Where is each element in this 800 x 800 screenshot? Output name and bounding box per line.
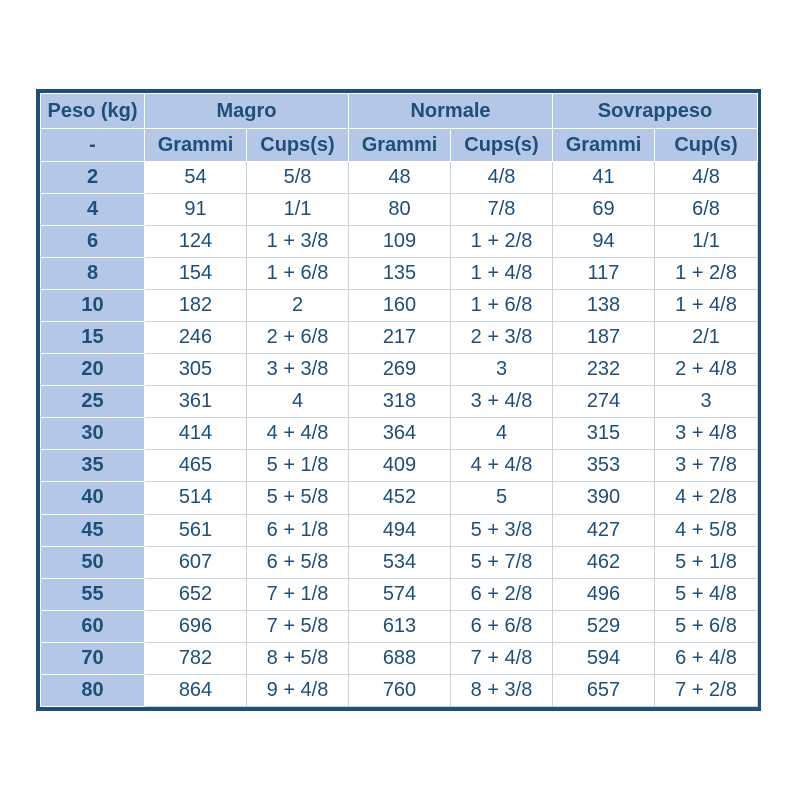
table-cell: 318 (349, 386, 451, 418)
table-row (41, 322, 758, 354)
table-cell: 6/8 (655, 194, 758, 226)
table-row (41, 642, 758, 674)
table-row (41, 578, 758, 610)
table-cell: 6 + 2/8 (451, 578, 553, 610)
weight-cell: 45 (41, 514, 145, 546)
table-cell: 41 (553, 162, 655, 194)
table-cell: 1 + 3/8 (247, 226, 349, 258)
table-cell: 124 (145, 226, 247, 258)
column-header: Grammi (145, 129, 247, 162)
weight-dash: - (41, 129, 145, 162)
table-cell: 696 (145, 610, 247, 642)
weight-cell: 70 (41, 642, 145, 674)
table-row (41, 354, 758, 386)
feeding-table-frame (36, 89, 761, 711)
table-cell: 3 + 7/8 (655, 450, 758, 482)
table-cell: 782 (145, 642, 247, 674)
table-cell: 246 (145, 322, 247, 354)
table-cell: 6 + 1/8 (247, 514, 349, 546)
table-row (41, 514, 758, 546)
table-cell: 353 (553, 450, 655, 482)
feeding-table (40, 93, 758, 707)
table-cell: 496 (553, 578, 655, 610)
column-header: Grammi (349, 129, 451, 162)
table-cell: 1 + 4/8 (655, 290, 758, 322)
table-cell: 1 + 2/8 (655, 258, 758, 290)
table-cell: 5 + 7/8 (451, 546, 553, 578)
weight-cell: 4 (41, 194, 145, 226)
column-header-row (41, 129, 758, 162)
table-cell: 2 (247, 290, 349, 322)
table-cell: 91 (145, 194, 247, 226)
table-cell: 613 (349, 610, 451, 642)
table-cell: 427 (553, 514, 655, 546)
table-row (41, 418, 758, 450)
table-cell: 652 (145, 578, 247, 610)
table-cell: 109 (349, 226, 451, 258)
table-cell: 465 (145, 450, 247, 482)
weight-cell: 80 (41, 674, 145, 706)
table-cell: 7 + 1/8 (247, 578, 349, 610)
table-cell: 688 (349, 642, 451, 674)
table-cell: 54 (145, 162, 247, 194)
weight-cell: 30 (41, 418, 145, 450)
table-cell: 4 + 4/8 (451, 450, 553, 482)
table-cell: 135 (349, 258, 451, 290)
table-row (41, 162, 758, 194)
weight-cell: 60 (41, 610, 145, 642)
table-cell: 657 (553, 674, 655, 706)
table-row (41, 226, 758, 258)
table-cell: 594 (553, 642, 655, 674)
table-body (41, 162, 758, 707)
table-cell: 94 (553, 226, 655, 258)
table-cell: 4 (247, 386, 349, 418)
group-header-sovrappeso: Sovrappeso (553, 94, 758, 129)
table-cell: 452 (349, 482, 451, 514)
table-cell: 1 + 6/8 (451, 290, 553, 322)
table-cell: 8 + 5/8 (247, 642, 349, 674)
table-cell: 5 + 3/8 (451, 514, 553, 546)
table-cell: 305 (145, 354, 247, 386)
table-row (41, 610, 758, 642)
table-cell: 1 + 4/8 (451, 258, 553, 290)
group-header-magro: Magro (145, 94, 349, 129)
table-cell: 154 (145, 258, 247, 290)
table-row (41, 450, 758, 482)
table-cell: 69 (553, 194, 655, 226)
table-cell: 5 + 6/8 (655, 610, 758, 642)
table-row (41, 194, 758, 226)
table-cell: 6 + 5/8 (247, 546, 349, 578)
table-cell: 160 (349, 290, 451, 322)
table-cell: 232 (553, 354, 655, 386)
table-cell: 182 (145, 290, 247, 322)
weight-cell: 20 (41, 354, 145, 386)
table-cell: 5 + 1/8 (655, 546, 758, 578)
table-cell: 4 + 4/8 (247, 418, 349, 450)
table-cell: 494 (349, 514, 451, 546)
table-cell: 117 (553, 258, 655, 290)
table-cell: 529 (553, 610, 655, 642)
table-cell: 5 + 4/8 (655, 578, 758, 610)
table-cell: 48 (349, 162, 451, 194)
table-cell: 3 (655, 386, 758, 418)
table-cell: 5 + 5/8 (247, 482, 349, 514)
group-header-normale: Normale (349, 94, 553, 129)
column-header: Grammi (553, 129, 655, 162)
table-cell: 7/8 (451, 194, 553, 226)
table-cell: 6 + 4/8 (655, 642, 758, 674)
table-row (41, 546, 758, 578)
table-cell: 9 + 4/8 (247, 674, 349, 706)
table-cell: 3 + 4/8 (451, 386, 553, 418)
table-cell: 534 (349, 546, 451, 578)
table-cell: 315 (553, 418, 655, 450)
weight-cell: 8 (41, 258, 145, 290)
weight-cell: 25 (41, 386, 145, 418)
table-cell: 1 + 6/8 (247, 258, 349, 290)
table-cell: 4/8 (655, 162, 758, 194)
column-header: Cup(s) (655, 129, 758, 162)
table-cell: 2 + 4/8 (655, 354, 758, 386)
table-cell: 187 (553, 322, 655, 354)
table-cell: 7 + 5/8 (247, 610, 349, 642)
table-cell: 390 (553, 482, 655, 514)
weight-cell: 10 (41, 290, 145, 322)
table-cell: 4 + 2/8 (655, 482, 758, 514)
table-cell: 4 (451, 418, 553, 450)
table-cell: 361 (145, 386, 247, 418)
table-row (41, 674, 758, 706)
table-cell: 1/1 (247, 194, 349, 226)
weight-cell: 35 (41, 450, 145, 482)
table-cell: 462 (553, 546, 655, 578)
table-cell: 7 + 2/8 (655, 674, 758, 706)
table-cell: 1 + 2/8 (451, 226, 553, 258)
table-cell: 2 + 3/8 (451, 322, 553, 354)
table-cell: 2/1 (655, 322, 758, 354)
weight-cell: 15 (41, 322, 145, 354)
table-cell: 5/8 (247, 162, 349, 194)
table-cell: 274 (553, 386, 655, 418)
weight-cell: 2 (41, 162, 145, 194)
table-cell: 138 (553, 290, 655, 322)
table-cell: 409 (349, 450, 451, 482)
group-header-row (41, 94, 758, 129)
table-cell: 7 + 4/8 (451, 642, 553, 674)
table-cell: 414 (145, 418, 247, 450)
weight-cell: 55 (41, 578, 145, 610)
table-cell: 6 + 6/8 (451, 610, 553, 642)
table-cell: 217 (349, 322, 451, 354)
weight-cell: 6 (41, 226, 145, 258)
table-cell: 364 (349, 418, 451, 450)
table-cell: 3 (451, 354, 553, 386)
column-header: Cups(s) (451, 129, 553, 162)
table-cell: 864 (145, 674, 247, 706)
table-cell: 4 + 5/8 (655, 514, 758, 546)
table-cell: 4/8 (451, 162, 553, 194)
table-cell: 2 + 6/8 (247, 322, 349, 354)
table-cell: 1/1 (655, 226, 758, 258)
table-cell: 3 + 4/8 (655, 418, 758, 450)
table-cell: 607 (145, 546, 247, 578)
table-row (41, 258, 758, 290)
weight-header: Peso (kg) (41, 94, 145, 129)
table-row (41, 290, 758, 322)
table-row (41, 386, 758, 418)
table-cell: 561 (145, 514, 247, 546)
table-row (41, 482, 758, 514)
table-cell: 514 (145, 482, 247, 514)
table-cell: 574 (349, 578, 451, 610)
table-cell: 80 (349, 194, 451, 226)
weight-cell: 50 (41, 546, 145, 578)
column-header: Cups(s) (247, 129, 349, 162)
table-cell: 5 (451, 482, 553, 514)
table-cell: 760 (349, 674, 451, 706)
table-cell: 5 + 1/8 (247, 450, 349, 482)
table-cell: 8 + 3/8 (451, 674, 553, 706)
table-cell: 269 (349, 354, 451, 386)
weight-cell: 40 (41, 482, 145, 514)
table-cell: 3 + 3/8 (247, 354, 349, 386)
